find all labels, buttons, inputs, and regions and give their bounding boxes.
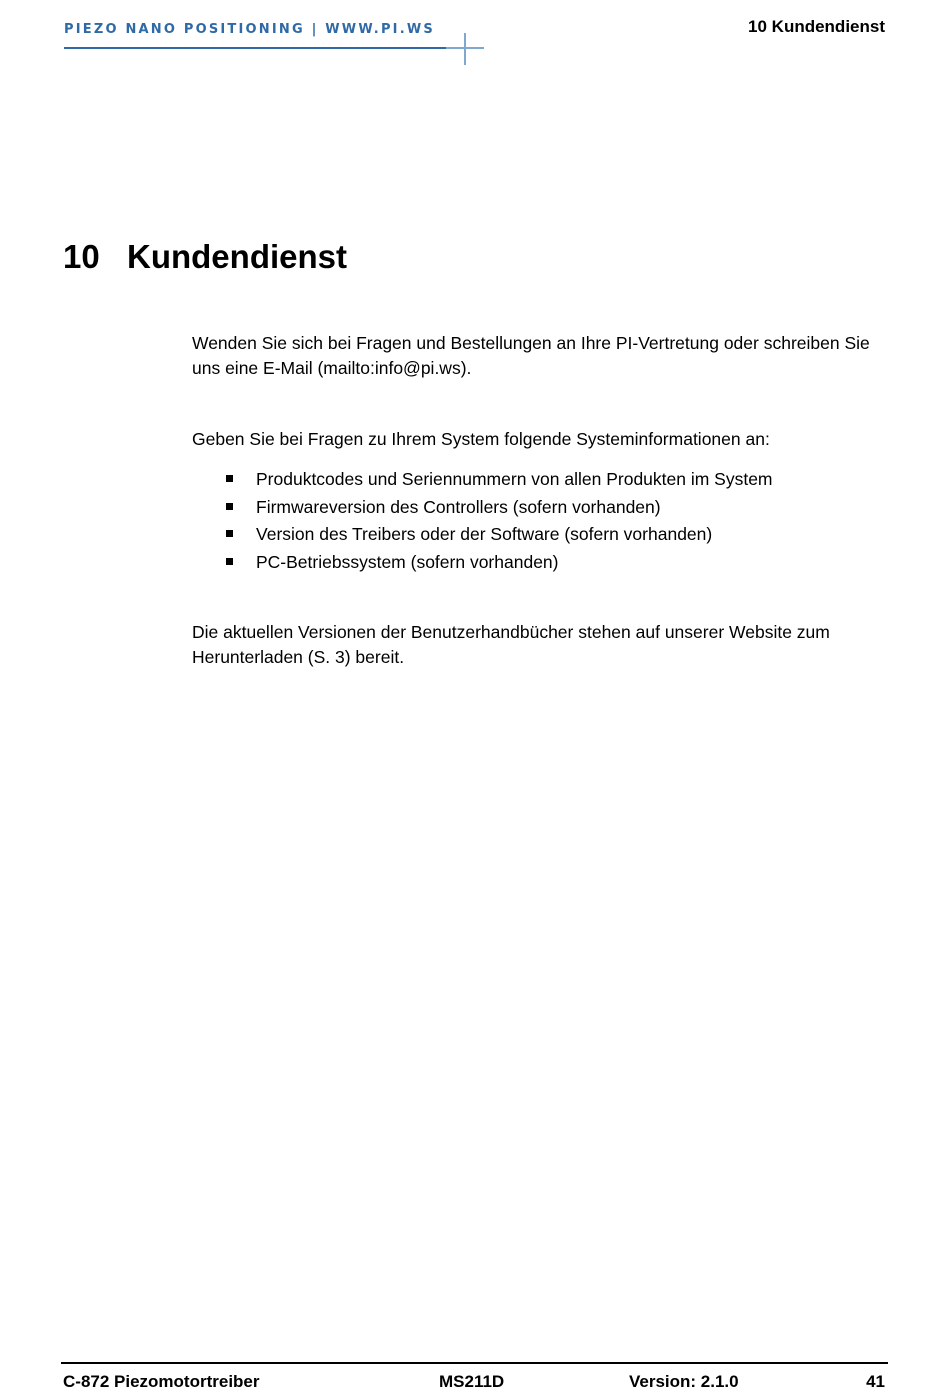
list-item [192,466,882,494]
manuals-paragraph: Die aktuellen Versionen der Benutzerhandbücher stehen auf unserer Website zum Herunterladen (S. 3) bereit. [192,622,830,667]
page-number: 41 [866,1372,885,1391]
bullet-square-icon [226,530,233,537]
list-item-text: Produktcodes und Seriennummern von allen Produkten im System [256,469,773,489]
running-head: 10 Kundendienst [748,17,885,36]
list-item [192,494,882,522]
chapter-heading [63,238,347,276]
footer-product: C-872 Piezomotortreiber [63,1372,260,1391]
system-info-list [192,466,882,576]
chapter-number: 10 [63,238,100,275]
brand-logo-text: PIEZO NANO POSITIONING | WWW.PI.WS [64,22,435,37]
list-item-text: PC-Betriebssystem (sofern vorhanden) [256,551,559,572]
list-item-text: Version des Treibers oder der Software (sofern vorhanden) [256,524,713,544]
chapter-title: Kundendienst [127,238,347,275]
system-info-paragraph: Geben Sie bei Fragen zu Ihrem System folgende Systeminformationen an: [192,429,770,449]
list-item [192,521,882,549]
intro-paragraph: Wenden Sie sich bei Fragen und Bestellungen an Ihre PI-Vertretung oder schreiben Sie uns eine E-Mail (mailto:info@pi.ws). [192,333,870,378]
brand-crosshair-horizontal [446,47,484,49]
bullet-square-icon [226,558,233,565]
footer-document-id: MS211D [439,1372,505,1391]
list-item-text: Firmwareversion des Controllers (sofern vorhanden) [256,496,661,517]
footer-rule [61,1362,888,1364]
brand-crosshair-vertical [464,33,466,65]
brand-rule [64,47,484,49]
footer-version: Version: 2.1.0 [629,1372,739,1391]
list-item [192,549,882,577]
bullet-square-icon [226,475,233,482]
bullet-square-icon [226,503,233,510]
